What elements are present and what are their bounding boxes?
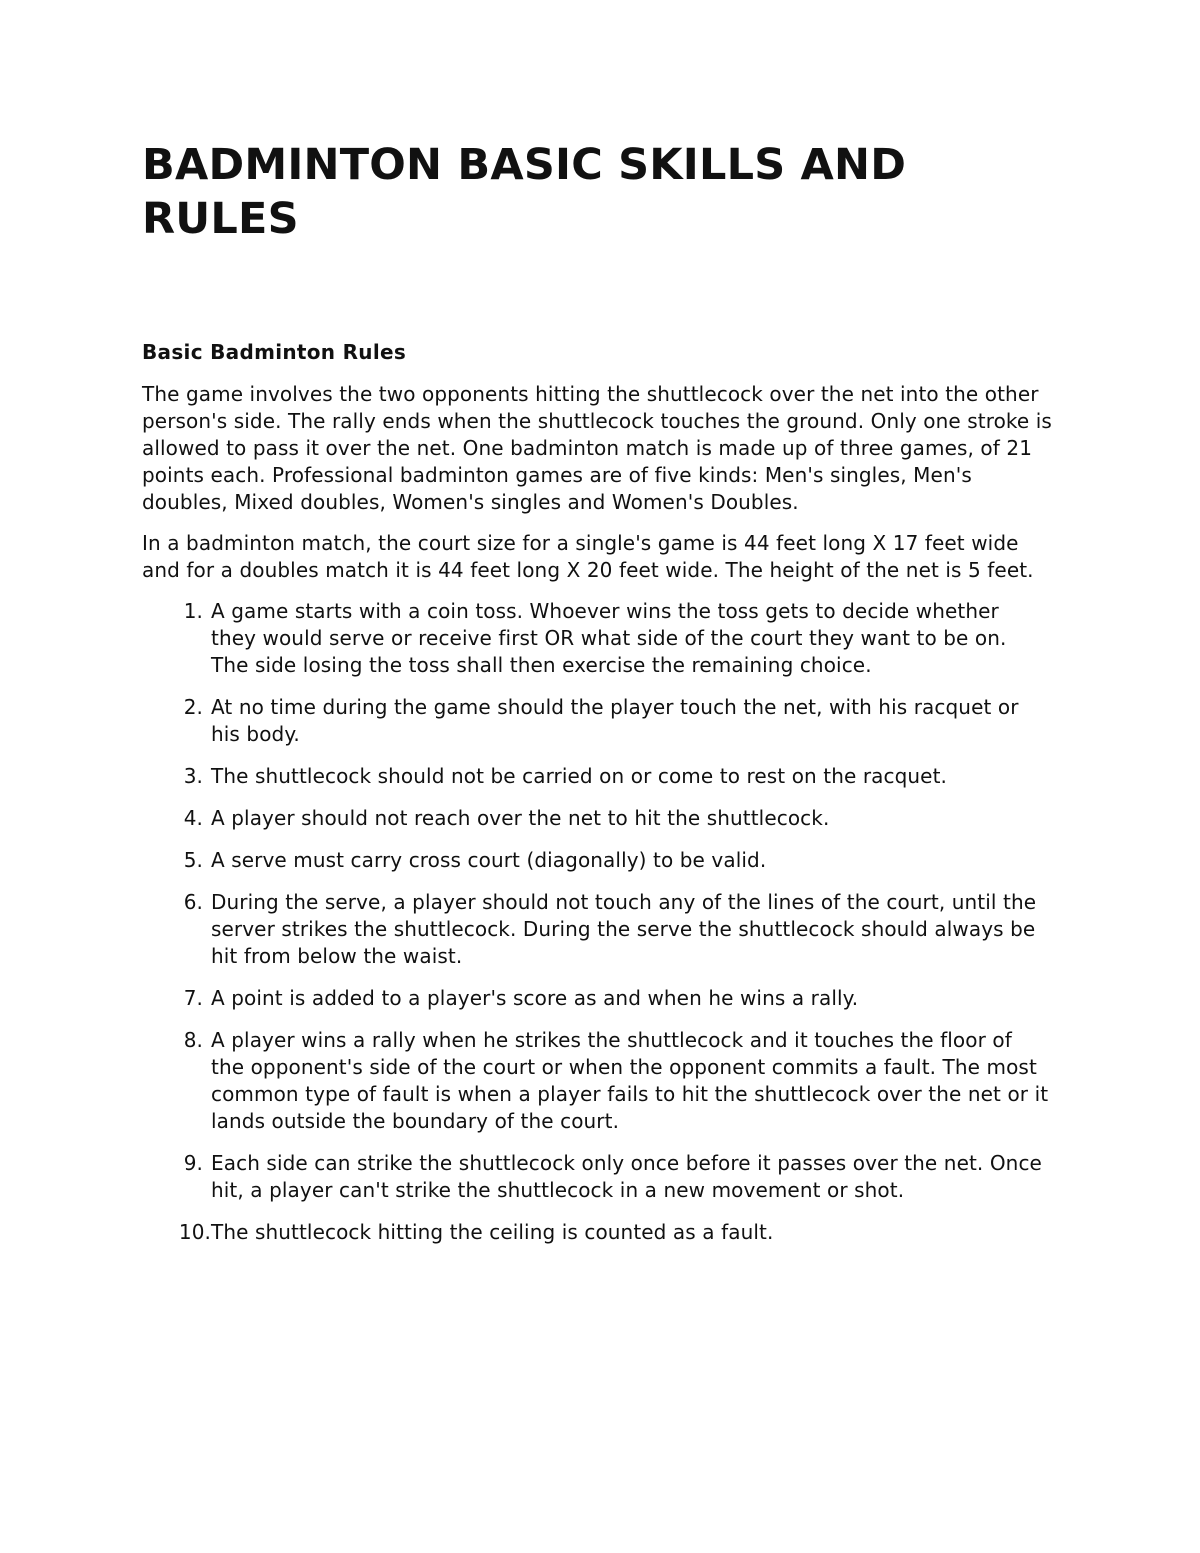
- list-item: [142, 889, 1060, 970]
- list-item-number: 9.: [183, 1151, 203, 1175]
- court-size-paragraph: In a badminton match, the court size for a single's game is 44 feet long X 17 feet wide and for a doubles match it is 44 feet long X 20 feet wide. The height of the net is 5 feet.: [142, 531, 1034, 582]
- list-item-text: The shuttlecock should not be carried on or come to rest on the racquet.: [211, 764, 947, 788]
- list-item: [142, 1150, 1060, 1204]
- list-item-text: The shuttlecock hitting the ceiling is counted as a fault.: [211, 1220, 774, 1244]
- section-heading: Basic Badminton Rules: [142, 340, 407, 364]
- list-item-number: 4.: [183, 806, 203, 830]
- list-item-text: At no time during the game should the player touch the net, with his racquet or his body.: [211, 695, 1019, 746]
- list-item-text: A player should not reach over the net to hit the shuttlecock.: [211, 806, 830, 830]
- list-item: [142, 763, 1060, 790]
- list-item-text: A point is added to a player's score as and when he wins a rally.: [211, 986, 859, 1010]
- list-item-text: A game starts with a coin toss. Whoever wins the toss gets to decide whether they would serve or receive first OR what side of the court they want to be on. The side losing the toss shall then exercise the remaining choice.: [211, 599, 1007, 677]
- document-title: BADMINTON BASIC SKILLS AND RULES: [142, 140, 907, 244]
- list-item-number: 5.: [183, 848, 203, 872]
- list-item-number: 2.: [183, 695, 203, 719]
- list-item-number: 6.: [183, 890, 203, 914]
- list-item-number: 8.: [183, 1028, 203, 1052]
- list-item-number: 7.: [183, 986, 203, 1010]
- list-item-number: 1.: [183, 599, 203, 623]
- list-item: [142, 847, 1060, 874]
- list-item-number: 3.: [183, 764, 203, 788]
- list-item: [142, 1219, 1060, 1246]
- list-item: [142, 598, 1060, 679]
- intro-paragraph: The game involves the two opponents hitting the shuttlecock over the net into the other person's side. The rally ends when the shuttlecock touches the ground. Only one stroke is allowed to pass it over the net. One badminton match is made up of three games, of 21 points each. Professional badminton games are of five kinds: Men's singles, Men's doubles, Mixed doubles, Women's singles and Women's Doubles.: [142, 382, 1052, 514]
- list-item-text: A serve must carry cross court (diagonally) to be valid.: [211, 848, 767, 872]
- list-item: [142, 694, 1060, 748]
- list-item-text: During the serve, a player should not touch any of the lines of the court, until the server strikes the shuttlecock. During the serve the shuttlecock should always be hit from below the waist.: [211, 890, 1037, 968]
- list-item: [142, 985, 1060, 1012]
- list-item-text: Each side can strike the shuttlecock only once before it passes over the net. Once hit, a player can't strike the shuttlecock in a new movement or shot.: [211, 1151, 1042, 1202]
- list-item: [142, 805, 1060, 832]
- list-item-text: A player wins a rally when he strikes the shuttlecock and it touches the floor of the opponent's side of the court or when the opponent commits a fault. The most common type of fault is when a player fails to hit the shuttlecock over the net or it lands outside the boundary of the court.: [211, 1028, 1049, 1133]
- list-item: [142, 1027, 1060, 1135]
- list-item-number: 10.: [178, 1220, 211, 1244]
- rules-list: [142, 598, 1060, 1246]
